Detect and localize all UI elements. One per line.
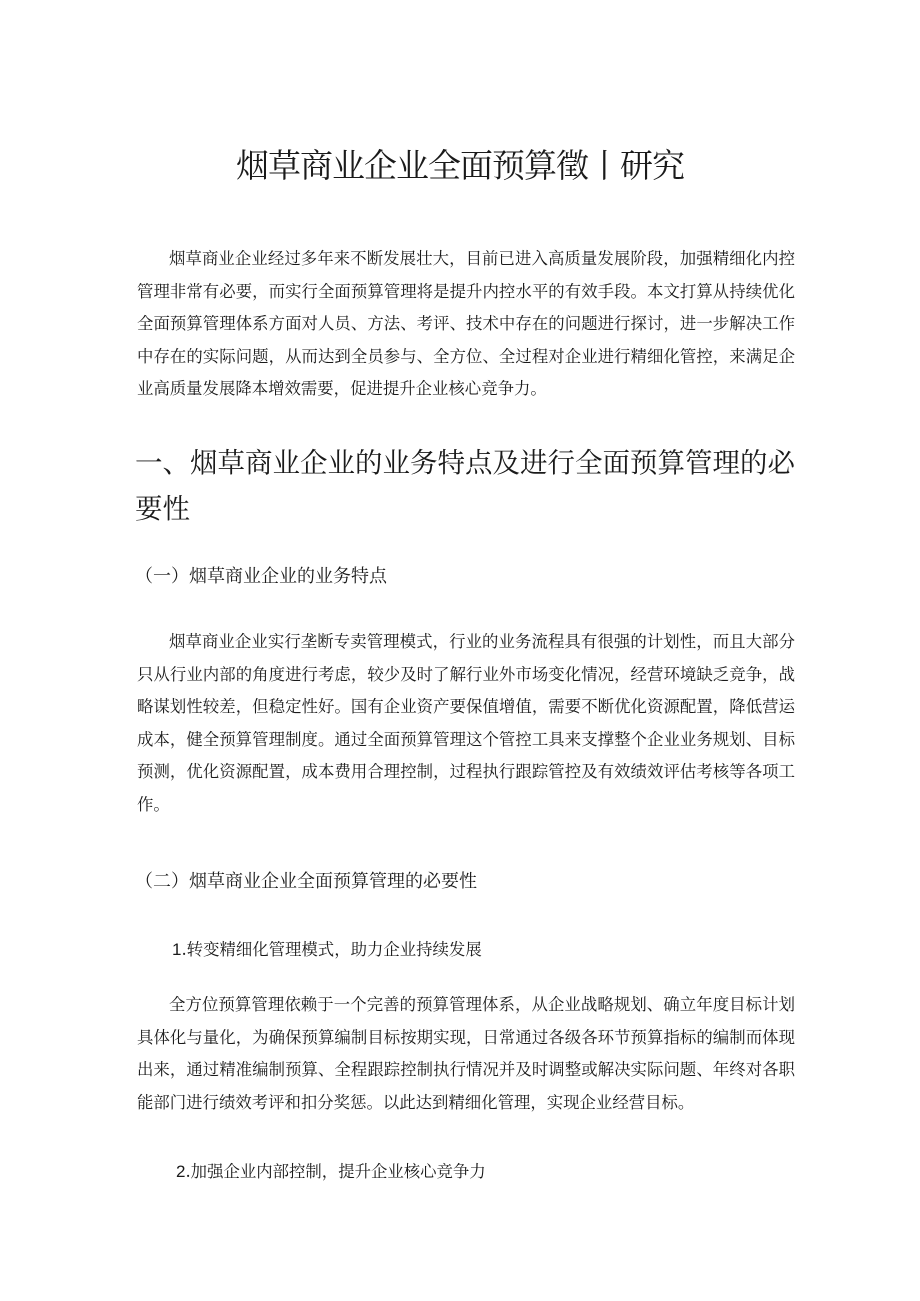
item-1-paragraph: 全方位预算管理依赖于一个完善的预算管理体系，从企业战略规划、确立年度目标计划具体化与量化，为确保预算编制目标按期实现，日常通过各级各环节预算指标的编制而体现出来，通过精准编制预算、全程跟踪控制执行情况并及时调整或解决实际问题、年终对各职能部门进行绩效考评和扣分奖惩。以此达到精细化管理，实现企业经营目标。 [137,995,795,1112]
item-2-number: 2 [176,1162,186,1181]
item-1-text: .转变精细化管理模式，助力企业持续发展 [181,940,482,959]
section-1-heading: 一、烟草商业企业的业务特点及进行全面预算管理的必要性 [135,447,795,525]
item-2-heading [176,1158,776,1186]
item-1-number: 1 [172,940,182,959]
subsection-1-paragraph: 烟草商业企业实行垄断专卖管理模式，行业的业务流程具有很强的计划性，而且大部分只从行业内部的角度进行考虑，较少及时了解行业外市场变化情况，经营环境缺乏竞争，战略谋划性较差，但稳定性好。国有企业资产要保值增值，需要不断优化资源配置，降低营运成本，健全预算管理制度。通过全面预算管理这个管控工具来支撑整个企业业务规划、目标预测，优化资源配置，成本费用合理控制，过程执行跟踪管控及有效绩效评估考核等各项工作。 [137,632,795,814]
intro-paragraph: 烟草商业企业经过多年来不断发展壮大，目前已进入高质量发展阶段，加强精细化内控管理非常有必要，而实行全面预算管理将是提升内控水平的有效手段。本文打算从持续优化全面预算管理体系方面对人员、方法、考评、技术中存在的问题进行探讨，进一步解决工作中存在的实际问题，从而达到全员参与、全方位、全过程对企业进行精细化管控，来满足企业高质量发展降本增效需要，促进提升企业核心竞争力。 [137,249,795,398]
subsection-1-heading: （一）烟草商业企业的业务特点 [135,566,387,587]
item-1-heading [172,936,772,964]
document-title: 烟草商业企业全面预算徵丨研究 [236,146,684,185]
subsection-2-heading: （二）烟草商业企业全面预算管理的必要性 [135,871,477,892]
item-2-text: .加强企业内部控制，提升企业核心竞争力 [185,1162,486,1181]
